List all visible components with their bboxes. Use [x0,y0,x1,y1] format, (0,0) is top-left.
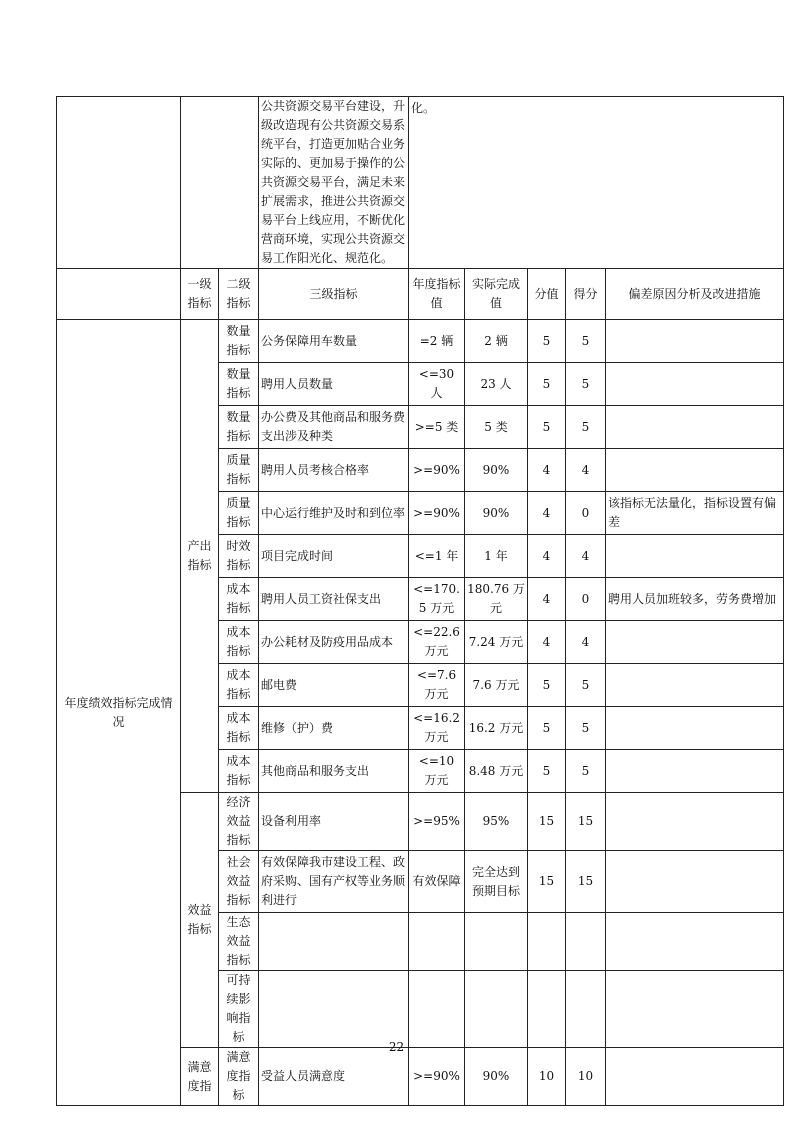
l3-cell: 邮电费 [259,664,409,707]
weight-cell: 5 [528,707,566,750]
header-cell: 分值 [528,269,566,320]
target-cell: =2 辆 [409,320,465,363]
score-cell: 15 [566,851,606,913]
reason-cell [606,664,784,707]
l3-cell: 办公耗材及防疫用品成本 [259,621,409,664]
actual-cell: 95% [465,793,528,851]
target-cell: >=95% [409,793,465,851]
target-cell: 有效保障 [409,851,465,913]
weight-cell: 15 [528,851,566,913]
weight-cell [528,971,566,1048]
target-cell: <=30 人 [409,363,465,406]
score-cell: 15 [566,793,606,851]
l3-cell: 办公费及其他商品和服务费支出涉及种类 [259,406,409,449]
header-blank-cell [57,269,181,320]
actual-cell: 7.6 万元 [465,664,528,707]
l2-cell: 满意度指标 [219,1048,259,1106]
header-cell: 年度指标值 [409,269,465,320]
header-cell: 实际完成值 [465,269,528,320]
actual-cell: 180.76 万元 [465,578,528,621]
weight-cell: 4 [528,578,566,621]
score-cell: 4 [566,449,606,492]
l2-cell: 成本指标 [219,664,259,707]
group-label: 效益指标 [181,793,219,1048]
weight-cell: 5 [528,320,566,363]
table-row [57,320,784,363]
l2-cell: 生态效益指标 [219,913,259,971]
l2-cell: 可持续影响指标 [219,971,259,1048]
target-cell [409,913,465,971]
l3-cell [259,971,409,1048]
actual-cell: 2 辆 [465,320,528,363]
actual-cell: 23 人 [465,363,528,406]
goal-blank-cell [181,97,259,269]
weight-cell: 5 [528,750,566,793]
score-cell: 5 [566,320,606,363]
l3-cell [259,913,409,971]
l2-cell: 成本指标 [219,621,259,664]
l3-cell: 设备利用率 [259,793,409,851]
target-cell: >=5 类 [409,406,465,449]
l2-cell: 数量指标 [219,320,259,363]
l2-cell: 时效指标 [219,535,259,578]
goal-text: 公共资源交易平台建设，升级改造现有公共资源交易系统平台，打造更加贴合业务实际的、更加易于操作的公共资源交易平台，满足未来扩展需求，推进公共资源交易平台上线应用，不断优化营商环境，实现公共资源交易工作阳光化、规范化。 [259,97,409,269]
score-cell: 10 [566,1048,606,1106]
l2-cell: 社会效益指标 [219,851,259,913]
target-cell: <=22.6 万元 [409,621,465,664]
weight-cell: 4 [528,449,566,492]
l3-cell: 聘用人员工资社保支出 [259,578,409,621]
score-cell: 4 [566,621,606,664]
l3-cell: 聘用人员考核合格率 [259,449,409,492]
l3-cell: 维修（护）费 [259,707,409,750]
l3-cell: 公务保障用车数量 [259,320,409,363]
reason-cell [606,913,784,971]
target-cell: >=90% [409,492,465,535]
reason-cell [606,621,784,664]
section-label: 年度绩效指标完成情况 [57,320,181,1106]
actual-cell: 90% [465,1048,528,1106]
score-cell: 5 [566,750,606,793]
actual-cell: 8.48 万元 [465,750,528,793]
actual-cell: 完全达到预期目标 [465,851,528,913]
header-cell: 一级指标 [181,269,219,320]
reason-cell [606,406,784,449]
l2-cell: 经济效益指标 [219,793,259,851]
score-cell: 5 [566,664,606,707]
actual-cell: 90% [465,449,528,492]
actual-cell: 7.24 万元 [465,621,528,664]
l2-cell: 质量指标 [219,449,259,492]
actual-cell [465,971,528,1048]
target-cell: >=90% [409,449,465,492]
group-label: 满意度指 [181,1048,219,1106]
reason-cell [606,535,784,578]
target-cell: <=170.5 万元 [409,578,465,621]
score-cell [566,913,606,971]
target-cell: >=90% [409,1048,465,1106]
reason-cell [606,707,784,750]
l3-cell: 其他商品和服务支出 [259,750,409,793]
weight-cell: 4 [528,535,566,578]
target-cell: <=1 年 [409,535,465,578]
score-cell: 0 [566,492,606,535]
l3-cell: 聘用人员数量 [259,363,409,406]
reason-cell: 该指标无法量化，指标设置有偏差 [606,492,784,535]
score-cell: 5 [566,406,606,449]
l2-cell: 成本指标 [219,750,259,793]
weight-cell: 5 [528,406,566,449]
reason-cell [606,971,784,1048]
weight-cell: 10 [528,1048,566,1106]
weight-cell [528,913,566,971]
score-cell: 4 [566,535,606,578]
l3-cell: 有效保障我市建设工程、政府采购、国有产权等业务顺利进行 [259,851,409,913]
performance-table [56,96,784,1106]
score-cell: 5 [566,363,606,406]
reason-cell [606,320,784,363]
reason-cell [606,793,784,851]
actual-cell [465,913,528,971]
score-cell [566,971,606,1048]
header-row [57,269,784,320]
score-cell: 0 [566,578,606,621]
header-cell: 得分 [566,269,606,320]
reason-cell [606,363,784,406]
reason-cell [606,851,784,913]
reason-cell [606,1048,784,1106]
weight-cell: 15 [528,793,566,851]
goal-blank-cell [57,97,181,269]
reason-cell: 聘用人员加班较多，劳务费增加 [606,578,784,621]
l3-cell: 项目完成时间 [259,535,409,578]
l2-cell: 数量指标 [219,406,259,449]
reason-cell [606,750,784,793]
l2-cell: 成本指标 [219,707,259,750]
target-cell [409,971,465,1048]
l3-cell: 中心运行维护及时和到位率 [259,492,409,535]
target-cell: <=7.6 万元 [409,664,465,707]
actual-cell: 5 类 [465,406,528,449]
weight-cell: 5 [528,363,566,406]
actual-cell: 16.2 万元 [465,707,528,750]
header-cell: 二级指标 [219,269,259,320]
score-cell: 5 [566,707,606,750]
l2-cell: 数量指标 [219,363,259,406]
reason-cell [606,449,784,492]
header-cell: 偏差原因分析及改进措施 [606,269,784,320]
page-number: 22 [388,1040,405,1054]
l3-cell: 受益人员满意度 [259,1048,409,1106]
actual-cell: 1 年 [465,535,528,578]
target-cell: <=10 万元 [409,750,465,793]
weight-cell: 4 [528,492,566,535]
goal-text-overflow: 化。 [409,97,784,269]
goal-row [57,97,784,269]
header-cell: 三级指标 [259,269,409,320]
actual-cell: 90% [465,492,528,535]
weight-cell: 5 [528,664,566,707]
target-cell: <=16.2 万元 [409,707,465,750]
l2-cell: 成本指标 [219,578,259,621]
weight-cell: 4 [528,621,566,664]
group-label: 产出指标 [181,320,219,793]
l2-cell: 质量指标 [219,492,259,535]
